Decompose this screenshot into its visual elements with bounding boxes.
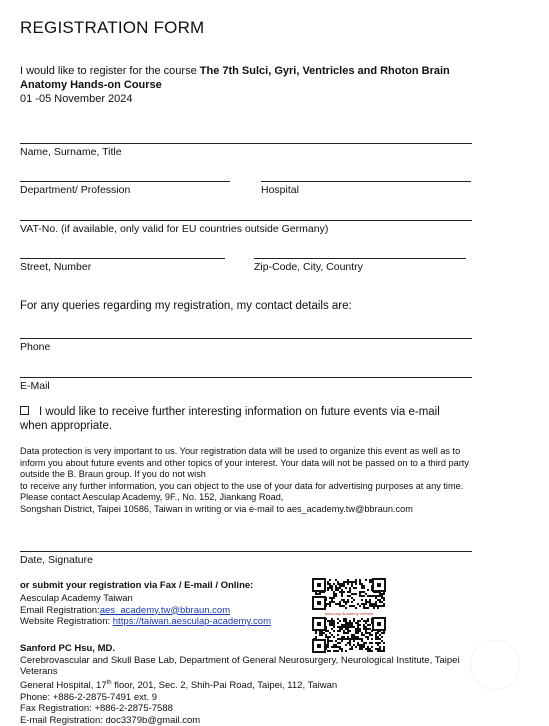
zip-label: Zip-Code, City, Country [254, 261, 363, 273]
qr-caption: Aesculap Academy website [324, 611, 374, 616]
zip-line[interactable] [254, 258, 466, 259]
submit-info [20, 593, 271, 628]
department-line[interactable] [20, 181, 230, 182]
email-registration-label: Email Registration: [20, 604, 100, 616]
privacy-line: Please contact Aesculap Academy, 9F., No. 152, Jiankang Road, [20, 492, 284, 503]
street-line[interactable] [20, 258, 225, 259]
signature-label: Date, Signature [20, 554, 93, 566]
privacy-line: to receive any further information, you can object to the use of your data for advertising purposes at any time. [20, 480, 464, 491]
watermark-stamp [470, 640, 520, 690]
website-registration-label: Website Registration: [20, 616, 111, 628]
newsletter-checkbox[interactable] [20, 406, 29, 415]
privacy-line: Songshan District, Taipei 10586, Taiwan in writing or via e-mail to aes_academy.tw@bbraun.com [20, 503, 413, 514]
form-title: REGISTRATION FORM [20, 18, 205, 37]
email-registration [20, 605, 271, 617]
contact-address-a: General Hospital, 17 [20, 679, 107, 691]
org-name: Aesculap Academy Taiwan [20, 593, 133, 604]
qr-code-website[interactable] [313, 579, 385, 613]
course-name: The 7th Sulci, Gyri, Ventricles and Rhoton Brain Anatomy Hands-on Course [20, 65, 450, 91]
submit-heading: or submit your registration via Fax / E-mail / Online: [20, 580, 254, 591]
website-registration [20, 616, 271, 628]
privacy-line: inform you about future events and other topics of your interest. Your data will not be passed on to a third party [20, 457, 469, 468]
privacy-line: outside the B. Braun group. If you do not wish [20, 469, 206, 480]
intro-prefix: I would like to register for the course [20, 65, 197, 77]
contact-address [20, 678, 480, 692]
newsletter-label: I would like to receive further interesting information on future events via e-mail when appropriate. [20, 406, 440, 432]
email-label: E-Mail [20, 380, 50, 392]
contact-name: Sanford PC Hsu, MD. [20, 643, 116, 654]
name-label: Name, Surname, Title [20, 146, 122, 158]
registration-email-link[interactable]: aes_academy.tw@bbraun.com [99, 604, 231, 616]
privacy-line: Data protection is very important to us. Your registration data will be used to organize this event as well as to [20, 446, 461, 456]
phone-line[interactable] [20, 338, 472, 339]
hospital-line[interactable] [261, 181, 471, 182]
name-line[interactable] [20, 143, 472, 144]
registration-website-link[interactable]: https://taiwan.aesculap-academy.com [112, 616, 271, 628]
signature-line[interactable] [20, 551, 472, 552]
course-intro [20, 64, 490, 106]
hospital-label: Hospital [261, 184, 299, 196]
street-label: Street, Number [20, 261, 92, 273]
contact-email: E-mail Registration: doc3379b@gmail.com [20, 714, 201, 726]
privacy-notice [20, 446, 480, 516]
contact-department: Cerebrovascular and Skull Base Lab, Department of General Neurosurgery, Neurological Institute, Taipei Veterans [20, 654, 460, 678]
contact-block [20, 643, 480, 726]
newsletter-option [20, 405, 470, 433]
department-label: Department/ Profession [20, 184, 131, 196]
contact-details-heading: For any queries regarding my registration, my contact details are: [20, 300, 352, 312]
email-line[interactable] [20, 377, 472, 378]
contact-address-b: floor, 201, Sec. 2, Shih-Pai Road, Taipei, 112, Taiwan [111, 679, 338, 691]
vat-label: VAT-No. (if available, only valid for EU countries outside Germany) [20, 223, 329, 235]
contact-phone: Phone: +886-2-2875-7491 ext. 9 [20, 691, 158, 703]
contact-address-sup: th [106, 679, 112, 686]
contact-fax: Fax Registration: +886-2-2875-7588 [20, 703, 173, 715]
course-dates: 01 -05 November 2024 [20, 93, 133, 105]
vat-line[interactable] [20, 220, 472, 221]
phone-label: Phone [20, 341, 51, 353]
